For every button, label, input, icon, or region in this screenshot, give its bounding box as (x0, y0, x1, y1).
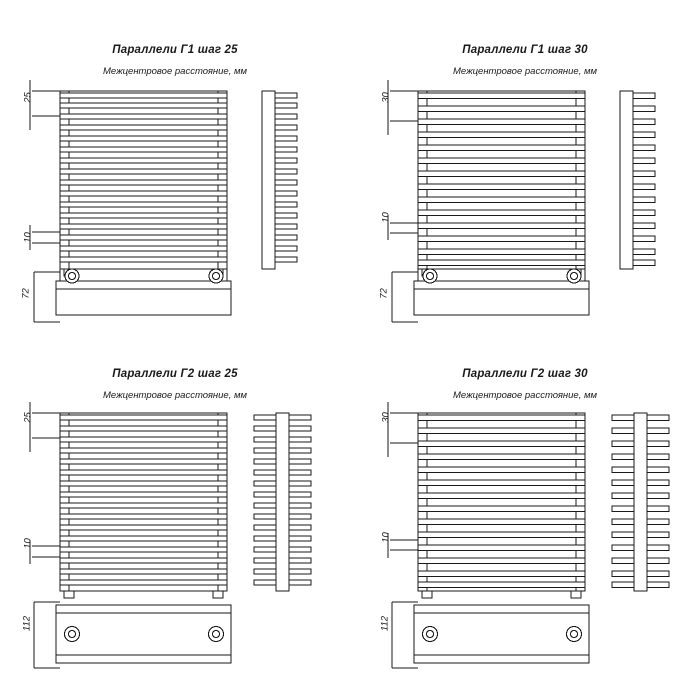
dimension-bottom-label: 112 (21, 615, 33, 632)
dimension-mid-label: 10 (380, 212, 392, 223)
dimension-bottom-label: 112 (379, 615, 391, 632)
dimension-bottom-label: 72 (378, 288, 390, 299)
dimension-mid-label: 10 (380, 532, 392, 543)
drawing-panel-g1-step25 (0, 0, 350, 350)
dimension-top-label: 25 (22, 92, 34, 103)
panel-title: Параллели Г2 шаг 25 (112, 368, 238, 380)
drawing-panel-g2-step25 (0, 350, 350, 700)
dimension-bottom-label: 72 (20, 288, 32, 299)
front-and-side-view (0, 350, 350, 700)
panel-subtitle: Межцентровое расстояние, мм (102, 66, 248, 77)
dimension-top-label: 30 (380, 92, 392, 103)
front-and-side-view (350, 350, 700, 700)
drawing-panel-g2-step30 (350, 350, 700, 700)
panel-subtitle: Межцентровое расстояние, мм (452, 66, 598, 77)
panel-title: Параллели Г1 шаг 30 (462, 44, 588, 56)
dimension-top-label: 25 (22, 412, 34, 423)
dimension-mid-label: 10 (22, 232, 34, 243)
panel-subtitle: Межцентровое расстояние, мм (452, 390, 598, 401)
panel-title: Параллели Г2 шаг 30 (462, 368, 588, 380)
panel-subtitle: Межцентровое расстояние, мм (102, 390, 248, 401)
dimension-mid-label: 10 (22, 538, 34, 549)
panel-title: Параллели Г1 шаг 25 (112, 44, 238, 56)
dimension-top-label: 30 (380, 412, 392, 423)
drawing-panel-g1-step30 (350, 0, 700, 350)
